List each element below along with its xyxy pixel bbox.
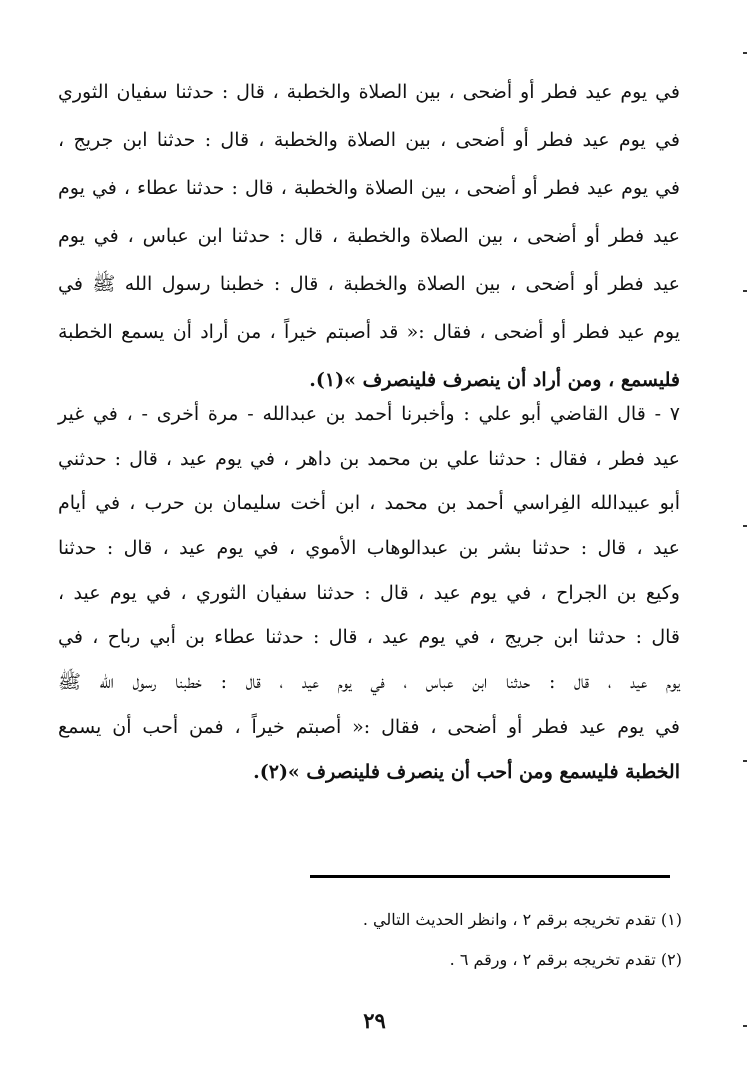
text-line: عيد فطر ، فقال : حدثنا علي بن محمد بن داهر ، في يوم عيد ، قال : حدثني [58, 447, 680, 470]
text-line: أبو عبيدالله الفِراسي أحمد بن محمد ، ابن أخت سليمان بن حرب ، في أيام [58, 492, 680, 515]
scan-edge-mark [743, 525, 747, 527]
text-line: يوم عيد فطر أو أضحى ، فقال :« قد أصبتم خيراً ، من أراد أن يسمع الخطبة [58, 321, 680, 343]
footnote-separator [310, 875, 670, 878]
page-number: ٢٩ [363, 1008, 386, 1033]
text-line: في يوم عيد فطر أو أضحى ، بين الصلاة والخطبة ، قال : حدثنا ابن جريج ، [58, 129, 680, 151]
text-line: في يوم عيد فطر أو أضحى ، بين الصلاة والخطبة ، قال : حدثنا سفيان الثوري [58, 81, 680, 103]
text-line: وكيع بن الجراح ، في يوم عيد ، قال : حدثنا سفيان الثوري ، في يوم عيد ، [58, 581, 680, 604]
paragraph-continuation [58, 68, 680, 404]
text-line: الخطبة فليسمع ومن أحب أن ينصرف فلينصرف »(٢). [253, 760, 680, 783]
footnote: (٢) تقدم تخريجه برقم ٢ ، ورقم ٦ . [449, 950, 682, 969]
text-line: عيد فطر أو أضحى ، بين الصلاة والخطبة ، قال : حدثنا ابن عباس ، في يوم [58, 225, 680, 247]
text-line: في يوم عيد فطر أو أضحى ، فقال :« أصبتم خيراً ، فمن أحب أن يسمع [58, 715, 680, 738]
text-line: يوم عيد ، قال : حدثنا ابن عباس ، في يوم عيد ، قال : خطبنا رسول الله ﷺ [58, 671, 680, 694]
scan-edge-mark [743, 52, 747, 54]
text-line: فليسمع ، ومن أراد أن ينصرف فلينصرف »(١). [309, 369, 680, 391]
footnotes [300, 900, 682, 980]
scan-edge-mark [743, 290, 747, 292]
scan-edge-mark [743, 1025, 747, 1027]
scan-edge-mark [743, 760, 747, 762]
text-line: عيد فطر أو أضحى ، بين الصلاة والخطبة ، قال : خطبنا رسول الله ﷺ في [58, 273, 680, 295]
text-line: قال : حدثنا ابن جريج ، في يوم عيد ، قال : حدثنا عطاء بن أبي رباح ، في [58, 626, 680, 649]
text-line: ٧ - قال القاضي أبو علي : وأخبرنا أحمد بن عبدالله - مرة أخرى - ، في غير [58, 403, 680, 425]
text-line: عيد ، قال : حدثنا بشر بن عبدالوهاب الأموي ، في يوم عيد ، قال : حدثنا [58, 537, 680, 560]
text-line: في يوم عيد فطر أو أضحى ، بين الصلاة والخطبة ، قال : حدثنا عطاء ، في يوم [58, 177, 680, 199]
hadith-7-paragraph [58, 392, 680, 794]
footnote: (١) تقدم تخريجه برقم ٢ ، وانظر الحديث التالي . [362, 910, 682, 929]
